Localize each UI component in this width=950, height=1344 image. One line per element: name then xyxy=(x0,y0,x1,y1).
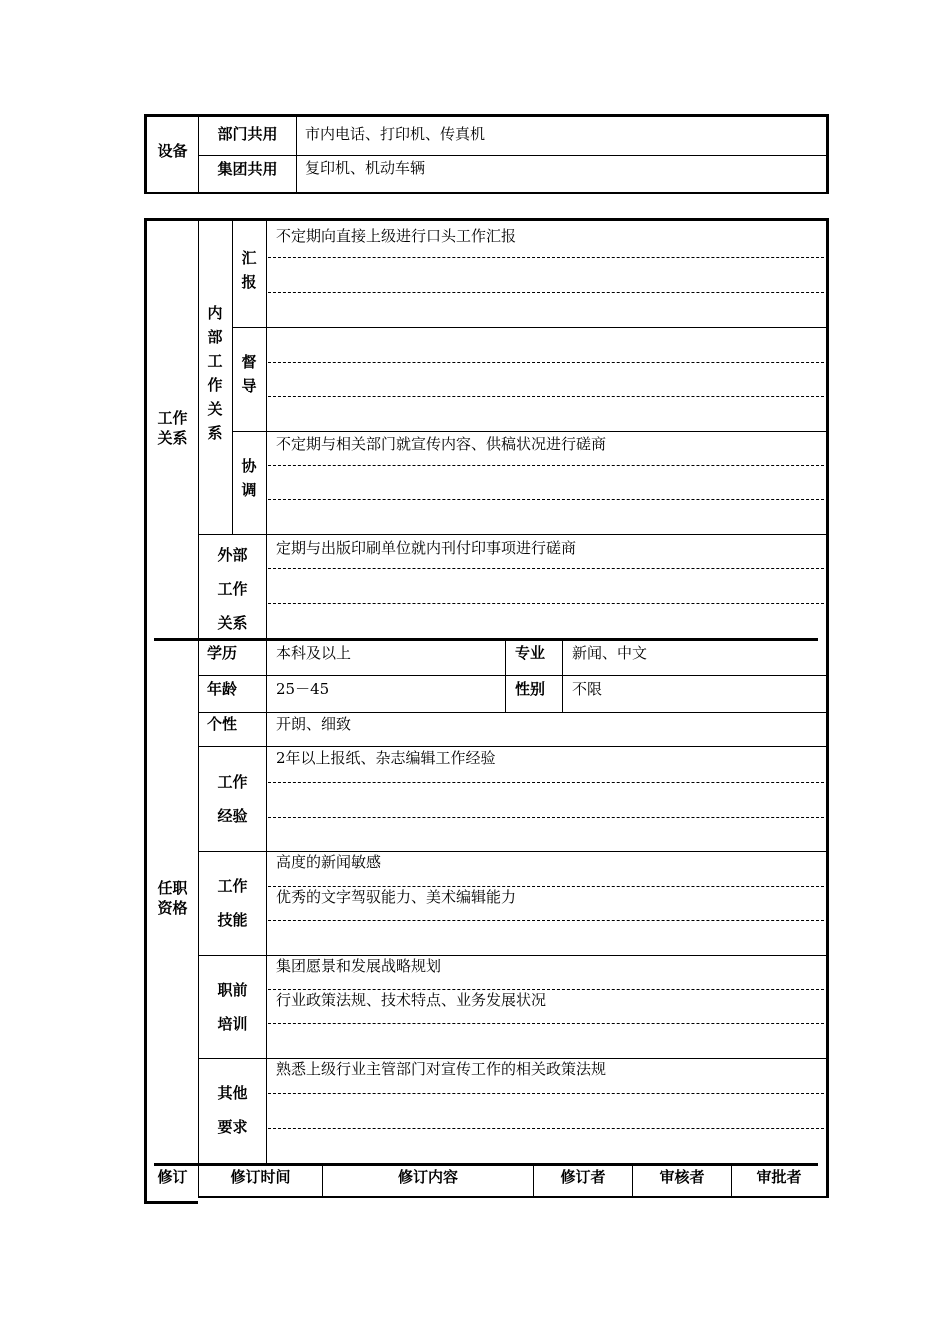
coordinate-label: 协调 xyxy=(241,457,257,499)
qualifications-label xyxy=(147,878,198,918)
external-relations-label xyxy=(199,538,266,640)
revision-label: 修订 xyxy=(157,1168,188,1186)
report-text: 不定期向直接上级进行口头工作汇报 xyxy=(276,227,517,245)
external-text: 定期与出版印刷单位就内刊付印事项进行磋商 xyxy=(276,539,577,557)
other-label-line2: 要求 xyxy=(217,1118,248,1136)
major-label: 专业 xyxy=(515,644,546,662)
personality-value: 开朗、细致 xyxy=(276,715,352,733)
revision-col-reviewer: 审核者 xyxy=(659,1168,705,1186)
age-label: 年龄 xyxy=(207,680,238,698)
age-value: 25－45 xyxy=(276,680,330,698)
revision-col-reviser: 修订者 xyxy=(560,1168,606,1186)
equipment-group-label: 集团共用 xyxy=(217,160,278,178)
revision-col-time: 修订时间 xyxy=(230,1168,291,1186)
other-label-line1: 其他 xyxy=(217,1084,248,1102)
external-label-line1: 外部 xyxy=(217,546,248,564)
work-relations-label-line2: 关系 xyxy=(157,429,188,447)
gender-value: 不限 xyxy=(572,680,603,698)
equipment-dept-value: 市内电话、打印机、传真机 xyxy=(305,125,486,143)
internal-relations-label: 内部工作关系 xyxy=(207,304,223,442)
other-requirements-label xyxy=(199,1076,266,1144)
experience-label-line2: 经验 xyxy=(217,807,248,825)
equipment-label: 设备 xyxy=(157,142,188,160)
report-label: 汇报 xyxy=(241,249,257,291)
experience-line: 2年以上报纸、杂志编辑工作经验 xyxy=(276,749,496,767)
work-relations-label-line1: 工作 xyxy=(157,409,188,427)
equipment-group-value: 复印机、机动车辆 xyxy=(305,159,426,177)
training-label-line2: 培训 xyxy=(217,1015,248,1033)
experience-label xyxy=(199,765,266,833)
revision-col-approver: 审批者 xyxy=(756,1168,802,1186)
major-value: 新闻、中文 xyxy=(572,644,648,662)
gender-label: 性别 xyxy=(515,680,546,698)
external-label-line2: 工作 xyxy=(217,580,248,598)
qualifications-label-line2: 资格 xyxy=(157,899,188,917)
personality-label: 个性 xyxy=(207,715,238,733)
education-label: 学历 xyxy=(207,644,238,662)
skills-label-line1: 工作 xyxy=(217,877,248,895)
revision-col-content: 修订内容 xyxy=(397,1168,458,1186)
experience-label-line1: 工作 xyxy=(217,773,248,791)
supervise-label: 督导 xyxy=(241,353,257,395)
skills-line-1: 高度的新闻敏感 xyxy=(276,853,382,871)
skills-label-line2: 技能 xyxy=(217,911,248,929)
coordinate-text: 不定期与相关部门就宣传内容、供稿状况进行磋商 xyxy=(276,435,607,453)
skills-line-2: 优秀的文字驾驭能力、美术编辑能力 xyxy=(276,888,517,906)
skills-label xyxy=(199,869,266,937)
other-line-1: 熟悉上级行业主管部门对宣传工作的相关政策法规 xyxy=(276,1060,607,1078)
training-label xyxy=(199,973,266,1041)
training-line-1: 集团愿景和发展战略规划 xyxy=(276,957,442,975)
training-label-line1: 职前 xyxy=(217,981,248,999)
education-value: 本科及以上 xyxy=(276,644,352,662)
equipment-dept-label: 部门共用 xyxy=(217,125,278,143)
qualifications-label-line1: 任职 xyxy=(157,879,188,897)
work-relations-label xyxy=(147,408,198,448)
external-label-line3: 关系 xyxy=(217,614,248,632)
training-line-2: 行业政策法规、技术特点、业务发展状况 xyxy=(276,991,547,1009)
